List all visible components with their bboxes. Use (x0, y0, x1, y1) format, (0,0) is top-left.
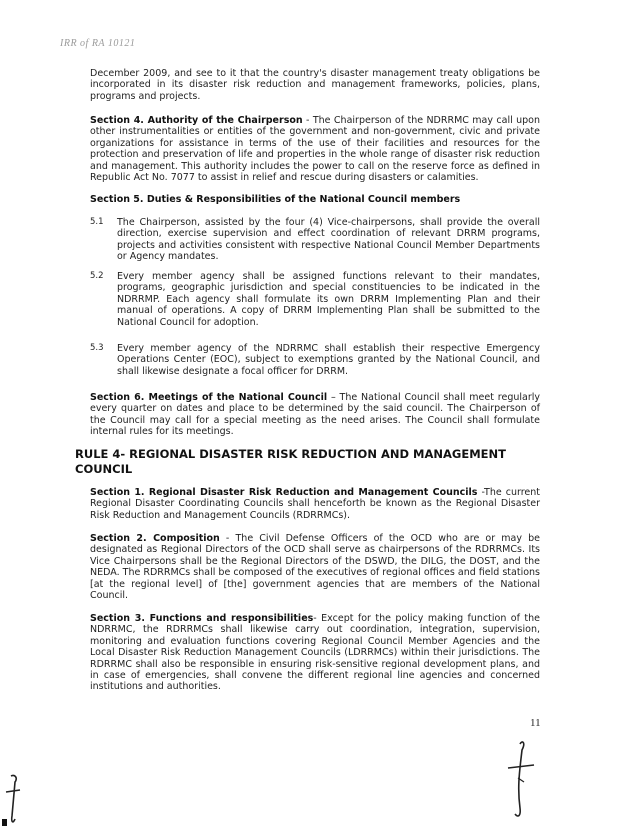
rule-4-title: RULE 4- REGIONAL DISASTER RISK REDUCTION AND MANAGEMENT COUNCIL (75, 447, 506, 476)
handwritten-initial-right-icon (500, 738, 540, 822)
rule-4-section-1-paragraph (90, 487, 540, 521)
section-4-paragraph (90, 115, 540, 183)
rule-4-section-3-paragraph (90, 613, 540, 693)
item-number: 5.2 (90, 271, 104, 281)
rule-4-section-2-heading: Section 2. Composition (90, 533, 220, 544)
rule-4-section-1-heading: Section 1. Regional Disaster Risk Reduction and Management Councils (90, 487, 478, 498)
section-4-heading: Section 4. Authority of the Chairperson (90, 115, 303, 126)
section-4-body: - The Chairperson of the NDRRMC may call upon other instrumentalities or entities of the government and non-government, civic and private organizations for assistance in terms of the use of their facilities and resources for the protection and preservation of life and properties in the whole range of disaster risk reduction and management. This authority includes the power to call on the reserve force as defined in Republic Act No. 7077 to assist in relief and rescue during disasters or calamities. (90, 115, 541, 184)
item-number: 5.1 (90, 217, 104, 227)
section-6-body: – The National Council shall meet regularly every quarter on dates and place to be determined by the said council. The Chairperson of the Council may call for a special meeting as the need arises. The Council shall formulate internal rules for its meetings. (90, 392, 540, 438)
rule-4-section-3-body: - Except for the policy making function of the NDRRMC, the RDRRMCs shall likewise carry out coordination, integration, supervision, monitoring and evaluation functions covering Regional Council Member Agencies and the Local Disaster Risk Reduction Management Councils (LDRRMCs) within their jurisdictions. The RDRRMC shall also be responsible in ensuring risk-sensitive regional development plans, and in case of emergencies, shall convene the different regional line agencies and concerned institutions and authorities. (90, 613, 541, 693)
rule-4-section-3-heading: Section 3. Functions and responsibilities (90, 613, 314, 624)
running-header: IRR of RA 10121 (60, 38, 136, 49)
rule-4-section-2-body: - The Civil Defense Officers of the OCD who are or may be designated as Regional Directors of the OCD shall serve as chairpersons of the RDRRMCs. Its Vice Chairpersons shall be the Regional Directors of the DSWD, the DILG, the DOST, and the NEDA. The RDRRMCs shall be composed of the executives of regional offices and field stations [at the regional level] of [the] government agencies that are members of the National Council. (90, 533, 540, 602)
section-5-2-item (90, 271, 540, 328)
section-5-1-item (90, 217, 540, 263)
item-text: The Chairperson, assisted by the four (4) Vice-chairpersons, shall provide the overall direction, exercise supervision and effect coordination of relevant DRRM programs, projects and activities consistent with respective National Council Member Departments or Agency mandates. (117, 217, 540, 263)
item-text: Every member agency of the NDRRMC shall establish their respective Emergency Operations Center (EOC), subject to exemptions granted by the National Council, and shall likewise designate a focal officer for DRRM. (117, 343, 540, 377)
section-6-paragraph (90, 392, 540, 438)
handwritten-initial-left-icon (2, 772, 26, 826)
section-5-heading: Section 5. Duties & Responsibilities of the National Council members (90, 194, 461, 205)
rule-4-section-1-body: -The current Regional Disaster Coordinating Councils shall henceforth be known as the Regional Disaster Risk Reduction and Management Councils (RDRRMCs). (90, 487, 540, 521)
item-text: Every member agency shall be assigned functions relevant to their mandates, programs, geographic jurisdiction and special constituencies to be indicated in the NDRRMP. Each agency shall formulate its own DRRM Implementing Plan and their manual of operations. A copy of DRRM Implementing Plan shall be submitted to the National Council for adoption. (117, 271, 540, 328)
item-number: 5.3 (90, 343, 104, 353)
page-number: 11 (530, 717, 541, 729)
section-6-heading: Section 6. Meetings of the National Council (90, 392, 328, 403)
rule-4-section-2-paragraph (90, 533, 540, 601)
continuation-paragraph: December 2009, and see to it that the country's disaster management treaty obligations be incorporated in its disaster risk reduction and management frameworks, policies, plans, programs and projects. (90, 68, 540, 102)
section-5-3-item (90, 343, 540, 377)
